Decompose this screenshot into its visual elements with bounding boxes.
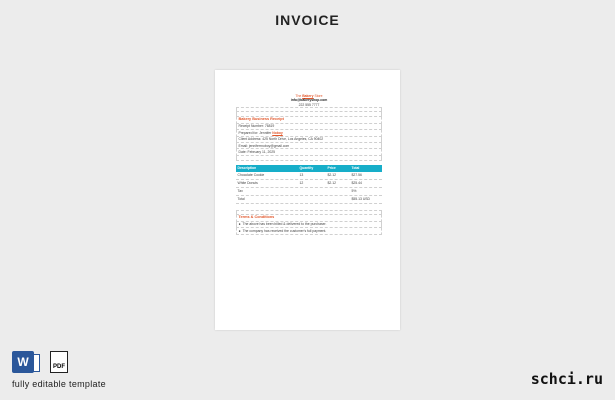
table-row (236, 172, 382, 180)
total-row (236, 196, 382, 204)
col-total: Total (351, 166, 360, 171)
col-quantity: Quantity (299, 166, 314, 171)
terms-item: ● The above has been billed & delivered to the purchaser. (236, 222, 382, 228)
business-name-word: Bakery (302, 94, 314, 98)
tax-label: Tax (237, 189, 243, 194)
table-header-row (236, 165, 382, 172)
invoice-date: Date: February 11, 2025 (236, 149, 382, 155)
col-price: Price (327, 166, 336, 171)
tax-value: 5% (351, 189, 357, 194)
item-description: Chocolate Cookie (237, 173, 265, 178)
invoice-header (236, 94, 382, 107)
word-icon: W (12, 351, 34, 373)
invoice-preview-sheet (215, 70, 400, 330)
prepared-for-prefix: Prepared for: Jennifer (238, 130, 272, 135)
table-row (236, 180, 382, 188)
client-address: Client Address: 425 North Drive, Los Angeles, CA 90402 (236, 137, 382, 143)
format-icons (12, 351, 106, 373)
business-name-suffix: Store (314, 94, 323, 98)
total-value: $55.13 USD (351, 197, 370, 202)
tax-row (236, 188, 382, 196)
terms-title: Terms & Conditions (236, 215, 382, 222)
item-quantity: 12 (299, 181, 304, 186)
receipt-title: Bakery Business Receipt (236, 117, 382, 124)
item-price: $2.12 (327, 181, 336, 186)
business-name-prefix: The (295, 94, 302, 98)
col-description: Description (237, 166, 257, 171)
page-title: INVOICE (275, 12, 340, 28)
item-total: $27.56 (351, 173, 362, 178)
total-label: Total (237, 197, 245, 202)
receipt-number: Receipt Number: 76819 (236, 124, 382, 130)
pdf-icon: PDF (50, 351, 68, 373)
business-phone: 222 555 7777 (298, 102, 320, 107)
business-email: info@bakeryshop.com (290, 98, 328, 103)
invoice-document (236, 94, 382, 235)
item-total: $25.44 (351, 181, 362, 186)
template-caption: fully editable template (12, 379, 106, 389)
item-quantity: 13 (299, 173, 304, 178)
item-description: White Donuts (237, 181, 258, 186)
format-info (12, 351, 106, 389)
prepared-for-name: Noboy (272, 130, 283, 135)
client-email: Email: jenniferrnoboy@gmail.com (236, 143, 382, 149)
brand-watermark: schci.ru (530, 370, 603, 388)
terms-item: ● The company has received the customer's full payment. (236, 228, 382, 234)
item-price: $2.12 (327, 173, 336, 178)
blank-row (236, 156, 382, 161)
